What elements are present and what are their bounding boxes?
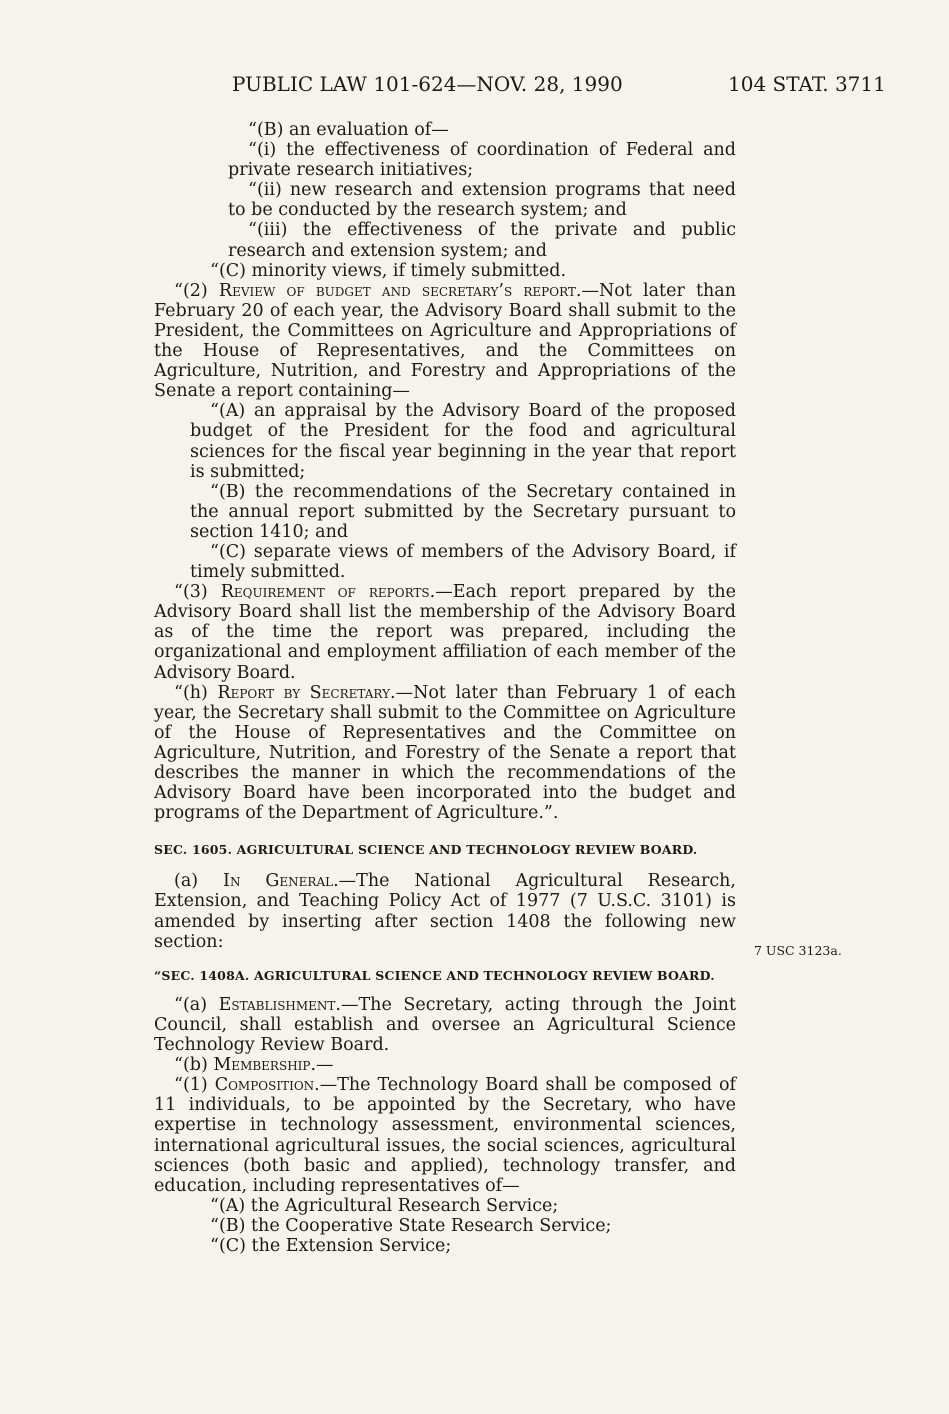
paragraph-3-text: —Each report prepared by the Advisory Board shall list the membership of the Advisory Board as of the time the report was prepared, including the organizational and employment affiliation of each member of the Advisory Board. bbox=[154, 582, 736, 683]
new-subsection-b-number: “(b) bbox=[174, 1055, 208, 1076]
subsection-h-heading: Report by Secretary. bbox=[217, 682, 396, 703]
stat-reference: 104 STAT. 3711 bbox=[728, 72, 886, 96]
paragraph-2-text: —Not later than February 20 of each year, the Advisory Board shall submit to the President, the Committees on Agriculture and Appropriations of the House of Representatives, and the Committees on Agriculture, Nutrition, and Forestry and Appropriations of the Senate a report containing— bbox=[154, 280, 736, 402]
paragraph-1-c: “(C) the Extension Service; bbox=[210, 1235, 452, 1256]
paragraph-1-heading: Composition. bbox=[214, 1075, 320, 1096]
clause-b-iii: “(iii) the effectiveness of the private and public research and extension system; and bbox=[228, 220, 736, 261]
paragraph-b-evaluation: “(B) an evaluation of— bbox=[248, 120, 449, 140]
subsection-h-text: —Not later than February 1 of each year, the Secretary shall submit to the Committee on Agriculture of the House of Representatives and the Committee on Agriculture, Nutrition, and Forestry of the Senate a report that describes the manner in which the recommendations of the Advisory Board have been incorporated into the budget and programs of the Department of Agriculture.”. bbox=[154, 682, 736, 824]
new-subsection-a-establishment bbox=[154, 995, 736, 1055]
paragraph-3-requirement bbox=[154, 582, 736, 682]
new-subsection-b-text: — bbox=[316, 1055, 334, 1076]
clause-b-ii: “(ii) new research and extension programs that need to be conducted by the research system; and bbox=[228, 180, 736, 221]
subsection-a-text: —The National Agricultural Research, Extension, and Teaching Policy Act of 1977 (7 U.S.C. 3101) is amended by inserting after section 1408 the following new section: bbox=[154, 871, 736, 952]
new-subsection-a-text: —The Secretary, acting through the Joint Council, shall establish and oversee an Agricultural Science Technology Review Board. bbox=[154, 994, 736, 1056]
subsection-a-in-general bbox=[154, 871, 736, 951]
paragraph-1-a: “(A) the Agricultural Research Service; bbox=[210, 1195, 559, 1216]
paragraph-c-minority: “(C) minority views, if timely submitted. bbox=[210, 260, 567, 281]
clause-b-i: “(i) the effectiveness of coordination of Federal and private research initiatives; bbox=[228, 140, 736, 181]
subsection-h-number: “(h) bbox=[174, 682, 208, 703]
paragraph-2-b: “(B) the recommendations of the Secretary contained in the annual report submitted by the Secretary pursuant to section 1410; and bbox=[190, 481, 736, 542]
section-1605-heading: SEC. 1605. AGRICULTURAL SCIENCE AND TECHNOLOGY REVIEW BOARD. bbox=[154, 842, 698, 858]
law-title-header: PUBLIC LAW 101-624—NOV. 28, 1990 bbox=[232, 72, 623, 96]
paragraph-1-number: “(1) bbox=[174, 1075, 208, 1096]
paragraph-2-c: “(C) separate views of members of the Advisory Board, if timely submitted. bbox=[190, 541, 736, 583]
subsection-h-report bbox=[154, 683, 736, 824]
paragraph-3-number: “(3) bbox=[174, 582, 208, 603]
new-subsection-a-number: “(a) bbox=[174, 994, 208, 1015]
subsection-a-number: (a) bbox=[174, 871, 199, 892]
new-subsection-b-heading: Membership. bbox=[213, 1055, 317, 1076]
section-1408a-heading: “SEC. 1408A. AGRICULTURAL SCIENCE AND TECHNOLOGY REVIEW BOARD. bbox=[154, 967, 715, 983]
paragraph-3-heading: Requirement of reports. bbox=[220, 582, 436, 603]
document-body bbox=[154, 120, 736, 1256]
new-subsection-b-membership bbox=[154, 1055, 736, 1075]
paragraph-1-composition bbox=[154, 1075, 736, 1196]
paragraph-2-number: “(2) bbox=[174, 280, 208, 301]
usc-margin-note: 7 USC 3123a. bbox=[754, 943, 842, 958]
new-subsection-a-heading: Establishment. bbox=[218, 994, 341, 1015]
subsection-a-heading: In General. bbox=[223, 871, 339, 892]
paragraph-1-b: “(B) the Cooperative State Research Service; bbox=[210, 1215, 612, 1236]
paragraph-2-a: “(A) an appraisal by the Advisory Board of the proposed budget of the President for the food and agricultural sciences for the fiscal year beginning in the year that report is submitted; bbox=[190, 401, 736, 482]
paragraph-1-text: —The Technology Board shall be composed of 11 individuals, to be appointed by the Secretary, who have expertise in technology assessment, environmental sciences, international agricultural issues, the social sciences, agricultural sciences (both basic and applied), technology transfer, and education, including representatives of— bbox=[154, 1075, 736, 1196]
paragraph-2-review bbox=[154, 281, 736, 402]
paragraph-2-heading: Review of budget and secretary’s report. bbox=[218, 280, 582, 301]
